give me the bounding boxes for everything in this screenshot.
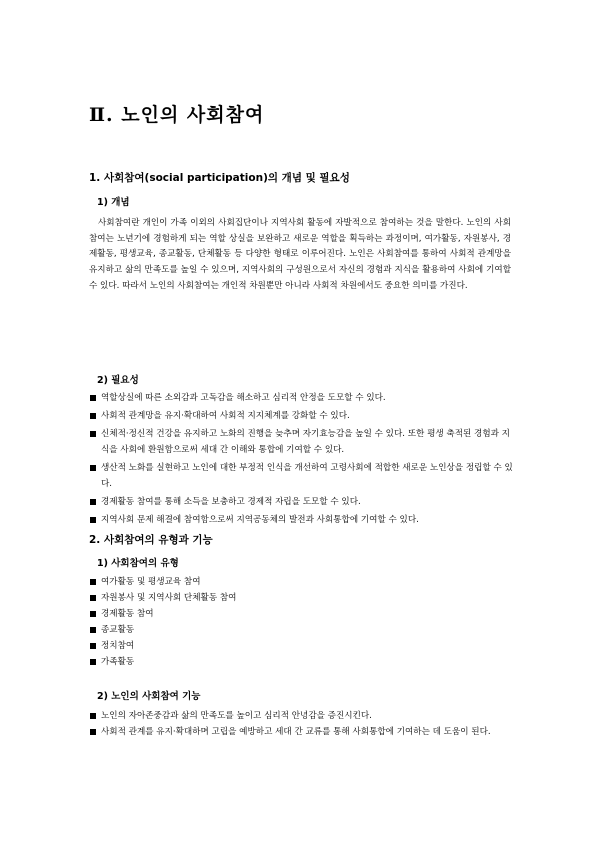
section-1-heading: 1. 사회참여(social participation)의 개념 및 필요성	[89, 172, 350, 184]
bullet-icon	[90, 595, 96, 601]
list-item: 생산적 노화를 실현하고 노인에 대한 부정적 인식을 개선하여 고령사회에 적합한 새로운 노인상을 정립할 수 있다.	[89, 460, 514, 492]
necessity-list	[89, 390, 514, 530]
bullet-icon	[90, 517, 96, 523]
list-item: 역할상실에 따른 소외감과 고독감을 해소하고 심리적 안정을 도모할 수 있다.	[89, 390, 514, 406]
bullet-icon	[90, 713, 96, 719]
bullet-icon	[90, 395, 96, 401]
list-item: 지역사회 문제 해결에 참여함으로써 지역공동체의 발전과 사회통합에 기여할 수 있다.	[89, 512, 514, 528]
list-item: 경제활동 참여를 통해 소득을 보충하고 경제적 자립을 도모할 수 있다.	[89, 494, 514, 510]
list-item: 사회적 관계망을 유지·확대하여 사회적 지지체계를 강화할 수 있다.	[89, 408, 514, 424]
list-item: 자원봉사 및 지역사회 단체활동 참여	[89, 590, 514, 606]
bullet-icon	[90, 431, 96, 437]
bullet-icon	[90, 627, 96, 633]
bullet-icon	[90, 465, 96, 471]
list-item: 노인의 자아존중감과 삶의 만족도를 높이고 심리적 안녕감을 증진시킨다.	[89, 708, 514, 724]
types-subheading: 1) 사회참여의 유형	[97, 558, 179, 569]
list-item: 경제활동 참여	[89, 606, 514, 622]
bullet-icon	[90, 413, 96, 419]
bullet-icon	[90, 499, 96, 505]
types-list	[89, 574, 514, 670]
list-item: 사회적 관계를 유지·확대하며 고립을 예방하고 세대 간 교류를 통해 사회통합에 기여하는 데 도움이 된다.	[89, 724, 514, 740]
list-item: 가족활동	[89, 654, 514, 670]
list-item: 여가활동 및 평생교육 참여	[89, 574, 514, 590]
document-title: Ⅱ. 노인의 사회참여	[89, 104, 265, 126]
definition-paragraph: 사회참여란 개인이 가족 이외의 사회집단이나 지역사회 활동에 자발적으로 참여하는 것을 말한다. 노인의 사회참여는 노년기에 경험하게 되는 역할 상실을 보완하고 새로운 역할을 획득하는 과정이며, 여가활동, 자원봉사, 경제활동, 평생교육, 종교활동, 단체활동 등 다양한 형태로 이루어진다. 노인은 사회참여를 통하여 사회적 관계망을 유지하고 삶의 만족도를 높일 수 있으며, 지역사회의 구성원으로서 자신의 경험과 지식을 활용하여 사회에 기여할 수 있다. 따라서 노인의 사회참여는 개인적 차원뿐만 아니라 사회적 차원에서도 중요한 의미를 가진다.	[89, 218, 511, 291]
bullet-icon	[90, 579, 96, 585]
bullet-icon	[90, 611, 96, 617]
functions-subheading: 2) 노인의 사회참여 기능	[97, 691, 201, 702]
necessity-subheading: 2) 필요성	[97, 375, 139, 386]
section-2-heading: 2. 사회참여의 유형과 기능	[89, 534, 213, 546]
list-item: 신체적·정신적 건강을 유지하고 노화의 진행을 늦추며 자기효능감을 높일 수 있다. 또한 평생 축적된 경험과 지식을 사회에 환원함으로써 세대 간 이해와 통합에 기여할 수 있다.	[89, 426, 514, 458]
definition-subheading: 1) 개념	[97, 197, 130, 208]
list-item: 종교활동	[89, 622, 514, 638]
bullet-icon	[90, 643, 96, 649]
bullet-icon	[90, 659, 96, 665]
list-item: 정치참여	[89, 638, 514, 654]
bullet-icon	[90, 729, 96, 735]
functions-list	[89, 708, 514, 740]
